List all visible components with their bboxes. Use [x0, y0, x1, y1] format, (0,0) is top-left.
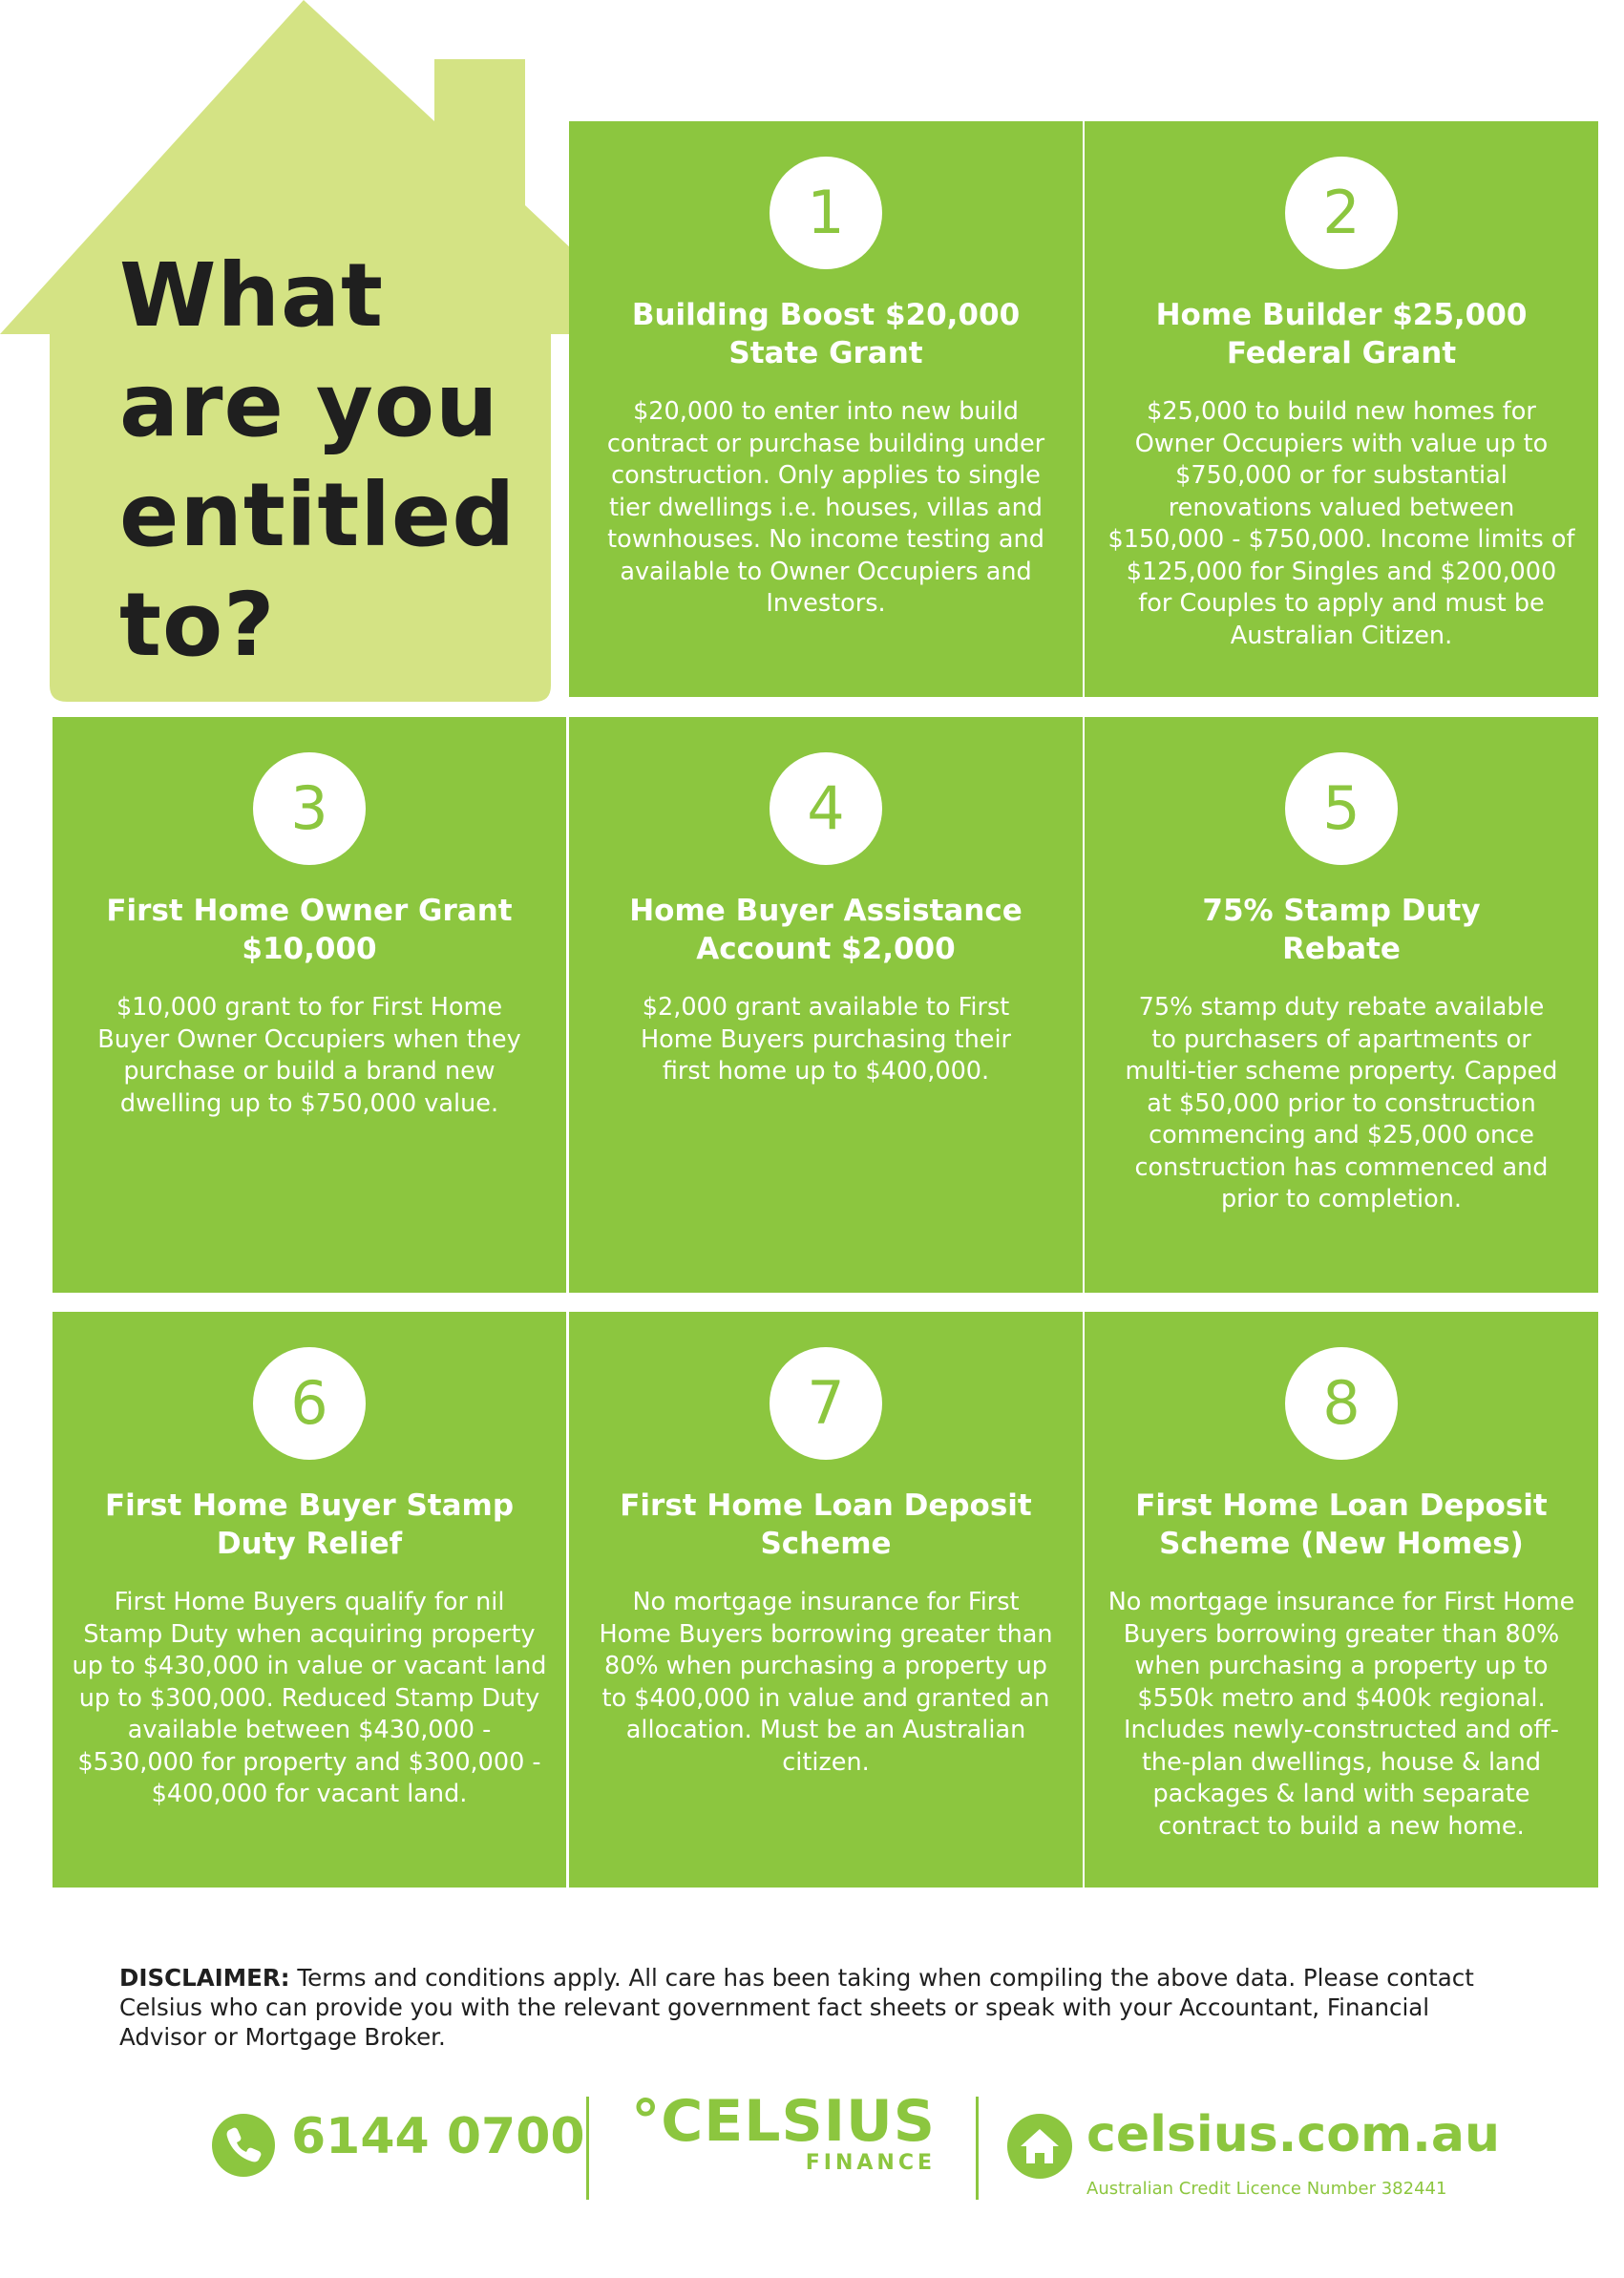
divider [586, 2097, 589, 2200]
logo-name: °CELSIUS [631, 2088, 936, 2155]
card-number: 7 [770, 1347, 882, 1460]
card-7 [569, 1312, 1083, 1888]
card-number: 3 [253, 752, 366, 865]
disclaimer-text: Terms and conditions apply. All care has been taking when compiling the above data. Please contact Celsius who can provide you with the relevant government fact sheets or speak with your Accountant, Financial Advisor or Mortgage Broker. [119, 1964, 1474, 2051]
card-body: No mortgage insurance for First Home Buyers borrowing greater than 80% when purchasing a property up to $550k metro and $400k regional. Includes newly-constructed and off-the-plan dwellings, house & land packages & land with separate contract to build a new home. [1107, 1588, 1575, 1841]
card-3 [53, 717, 566, 1293]
title-line-3: entitled [119, 464, 517, 566]
card-2 [1085, 121, 1598, 697]
card-number: 1 [770, 157, 882, 269]
card-body: $10,000 grant to for First Home Buyer Owner Occupiers when they purchase or build a brand new dwelling up to $750,000 value. [97, 993, 521, 1118]
card-title: First Home Buyer Stamp Duty Relief [104, 1488, 515, 1561]
card-number: 4 [770, 752, 882, 865]
card-number: 5 [1285, 752, 1398, 865]
celsius-logo [621, 2088, 936, 2175]
home-icon [1007, 2114, 1072, 2179]
card-body: $20,000 to enter into new build contract or purchase building under construction. Only applies to single tier dwellings i.e. houses, villas and townhouses. No income testing and available to Owner Occupiers and Investors. [606, 397, 1045, 618]
licence-number: Australian Credit Licence Number 382441 [1086, 2179, 1447, 2199]
disclaimer-label: DISCLAIMER: [119, 1964, 290, 1992]
card-number: 2 [1285, 157, 1398, 269]
card-4 [569, 717, 1083, 1293]
card-body: First Home Buyers qualify for nil Stamp Duty when acquiring property up to $430,000 in value or vacant land up to $300,000. Reduced Stamp Duty available between $430,000 - $530,000 for property and $300,000 - $400,000 for vacant land. [72, 1588, 547, 1808]
website-link[interactable]: celsius.com.au [1086, 2106, 1501, 2163]
card-6 [53, 1312, 566, 1888]
card-body: No mortgage insurance for First Home Buyers borrowing greater than 80% when purchasing a property up to $400,000 in value and granted an allocation. Must be an Australian citizen. [599, 1588, 1053, 1777]
card-1 [569, 121, 1083, 697]
card-title: First Home Loan Deposit Scheme [620, 1488, 1032, 1561]
card-title: Home Builder $25,000 Federal Grant [1155, 298, 1528, 370]
card-title: Home Buyer Assistance Account $2,000 [629, 894, 1023, 966]
card-number: 6 [253, 1347, 366, 1460]
card-title: Building Boost $20,000 State Grant [631, 298, 1021, 370]
title-line-2: are you [119, 354, 499, 456]
card-8 [1085, 1312, 1598, 1888]
card-body: $25,000 to build new homes for Owner Occupiers with value up to $750,000 or for substantial renovations valued between $150,000 - $750,000. Income limits of $125,000 for Singles and $200,000 for Couples to apply and must be Australian Citizen. [1107, 397, 1575, 650]
card-body: 75% stamp duty rebate available to purchasers of apartments or multi-tier scheme property. Capped at $50,000 prior to construction commencing and $25,000 once construction has commenced and prior to completion. [1125, 993, 1558, 1213]
phone-icon [212, 2114, 275, 2177]
card-title: First Home Loan Deposit Scheme (New Homes) [1135, 1488, 1548, 1561]
card-number: 8 [1285, 1347, 1398, 1460]
page-title [119, 241, 516, 680]
card-title: 75% Stamp Duty Rebate [1202, 894, 1481, 966]
logo-sub: FINANCE [805, 2151, 936, 2175]
divider [976, 2097, 979, 2200]
footer [0, 2081, 1624, 2215]
title-line-4: to? [119, 574, 276, 676]
card-body: $2,000 grant available to First Home Buyers purchasing their first home up to $400,000. [640, 993, 1012, 1086]
card-title: First Home Owner Grant $10,000 [106, 894, 513, 966]
disclaimer [119, 1963, 1513, 2052]
title-line-1: What [119, 244, 385, 347]
card-5 [1085, 717, 1598, 1293]
phone-number[interactable]: 6144 0700 [291, 2108, 585, 2165]
